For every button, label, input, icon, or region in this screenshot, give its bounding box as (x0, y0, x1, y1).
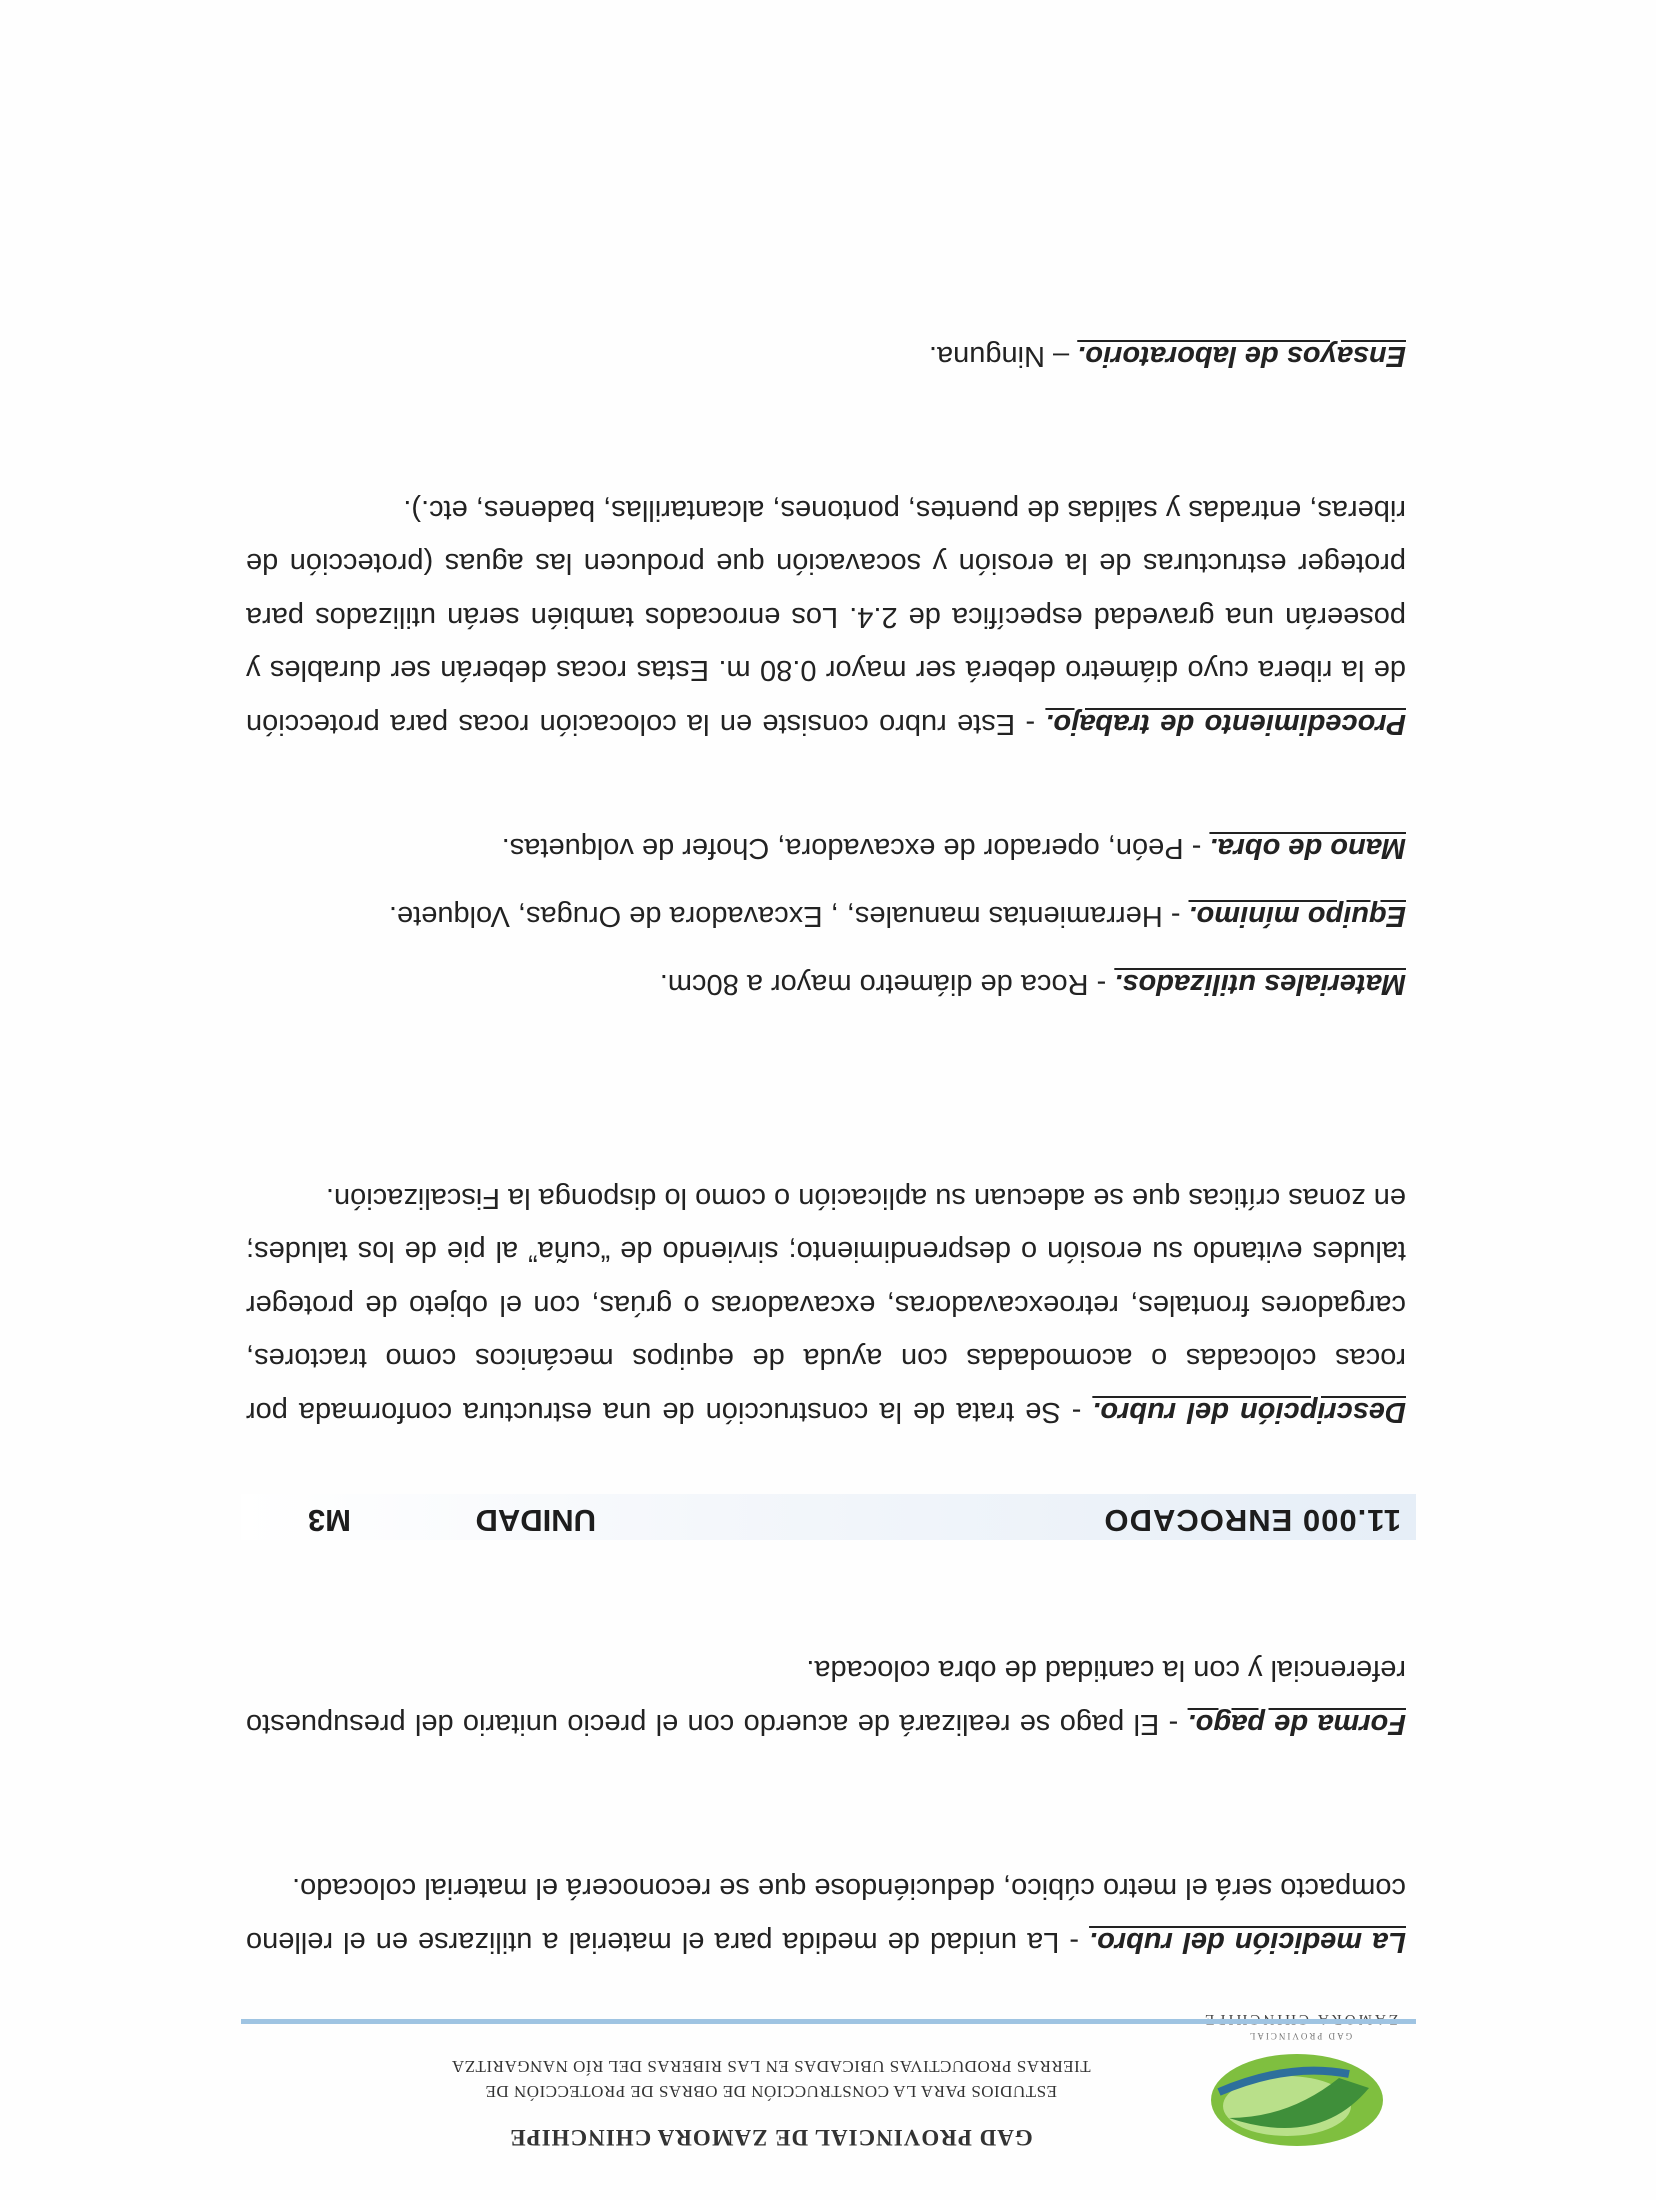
section-materiales (246, 957, 1406, 1011)
rubro-title: 11.000 ENROCADO (1103, 1503, 1401, 1538)
section-text: - El pago se realizará de acuerdo con el precio unitario del presupuesto referencial y con la cantidad de obra colocada. (246, 1654, 1406, 1740)
section-text: - Roca de diámetro mayor a 80cm. (659, 968, 1115, 1000)
section-text: - La unidad de medida para el material a utilizarse en el relleno compacto será el metro cúbico, deduciéndose que se reconocerá el material colocado. (246, 1872, 1406, 1958)
section-label: La medición del rubro. (1089, 1926, 1406, 1958)
section-procedimiento (246, 483, 1406, 751)
section-text: - Este rubro consiste en la colocación rocas para protección de la ribera cuyo diámetro deberá ser mayor 0.80 m. Estas rocas deberán ser durables y poseerán una gravedad específica de 2.4. Los enrocados también serán utilizados para proteger estructuras de la erosión y socavación que producen las aguas (protección de riberas, entradas y salidas de puentes, pontones, alcantarillas, badenes, etc.). (246, 494, 1406, 740)
section-label: Forma de pago. (1187, 1708, 1406, 1740)
section-text: - Se trata de la construcción de una estructura conformada por rocas colocadas o acomodadas con ayuda de equipos mecánicos como tractores, cargadores frontales, retroexcavadoras, excavadoras o grúas, con el objeto de proteger taludes evitando su erosión o desprendimiento; sirviendo de “cuña” al pie de los taludes; en zonas críticas que se adecuan su aplicación o como lo disponga la Fiscalización. (246, 1182, 1406, 1428)
section-label: Materiales utilizados. (1114, 968, 1406, 1000)
section-equipo (246, 889, 1406, 943)
logo-subtext: GAD PROVINCIAL (1247, 2031, 1353, 2041)
document-header (241, 2032, 1421, 2162)
organization-title: GAD PROVINCIAL DE ZAMORA CHINCHIPE (509, 2125, 1033, 2150)
section-text: – Ninguna. (928, 340, 1078, 372)
study-title (361, 2054, 1181, 2104)
section-ensayos (246, 329, 1406, 383)
section-label: Ensayos de laboratorio. (1077, 340, 1406, 372)
section-label: Procedimiento de trabajo. (1045, 708, 1406, 740)
rubro-unit-label: UNIDAD (475, 1503, 596, 1538)
leaf-logo-icon (1199, 2038, 1409, 2158)
section-descripcion (246, 1171, 1406, 1439)
section-label: Equipo mínimo. (1188, 900, 1406, 932)
section-label: Descripción del rubro. (1092, 1396, 1406, 1428)
study-title-line-1: ESTUDIOS PARA LA CONSTRUCCIÓN DE OBRAS DE PROTECCIÓN DE (485, 2082, 1057, 2101)
logo-text (1185, 2010, 1415, 2044)
header-rule (241, 2019, 1416, 2024)
section-mano-obra (246, 821, 1406, 875)
section-label: Mano de obra. (1209, 832, 1406, 864)
section-text: - Peón, operador de excavadora, Chofer de volquetas. (501, 832, 1210, 864)
section-text: - Herramientas manuales, , Excavadora de Orugas, Volquete. (388, 900, 1189, 932)
rubro-unit-value: M3 (307, 1503, 351, 1538)
study-title-line-2: TIERRAS PRODUCTIVAS UBICADAS EN LAS RIBERAS DEL RÍO NANGARITZA (451, 2057, 1091, 2076)
section-medicion (246, 1861, 1406, 1968)
section-forma-pago (246, 1643, 1406, 1750)
